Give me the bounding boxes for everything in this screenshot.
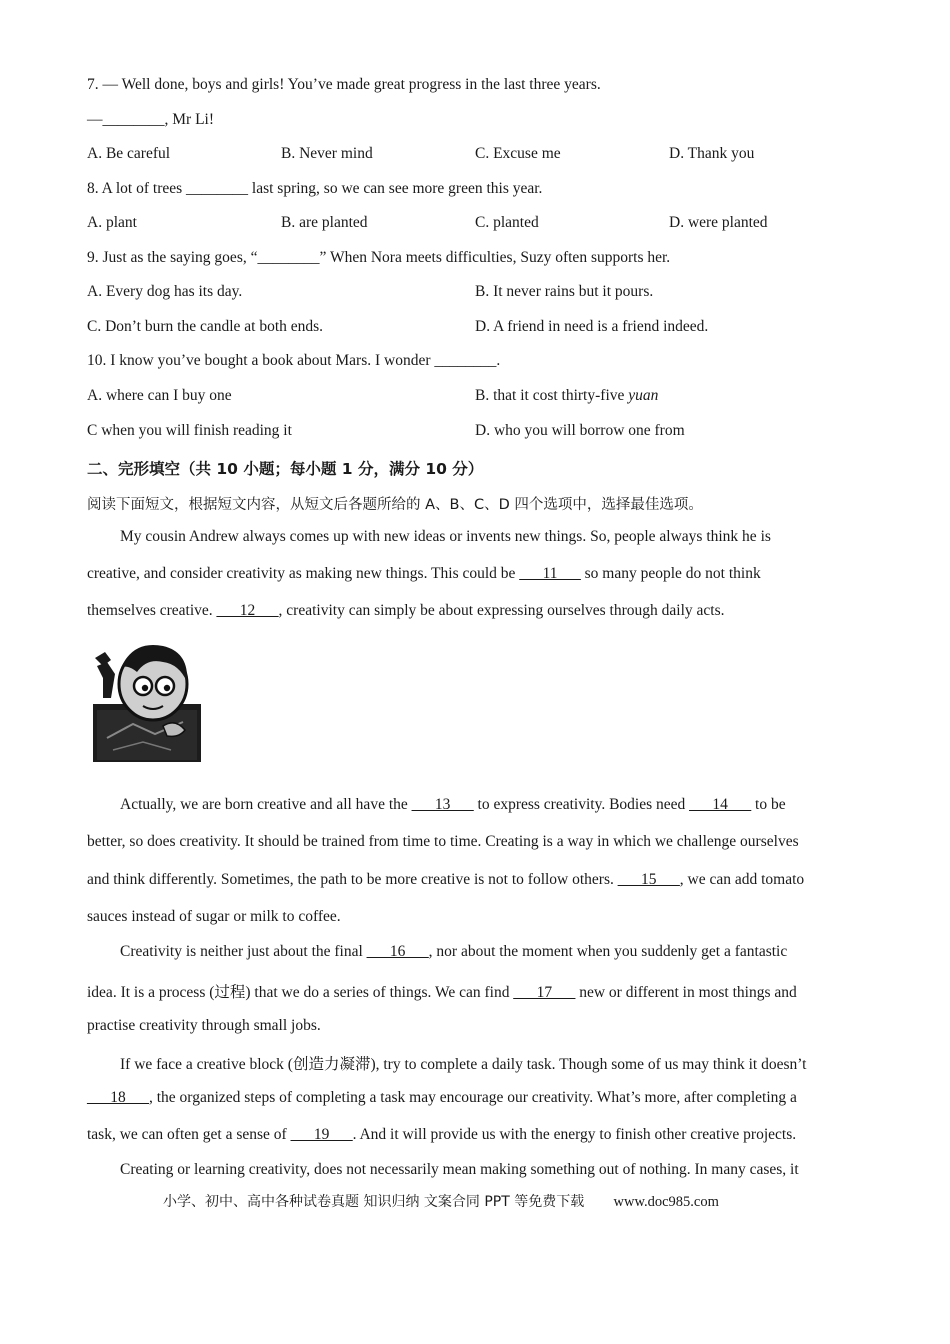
question-7-stem: 7. — Well done, boys and girls! You’ve made great progress in the last three years. [87, 76, 601, 93]
passage-p2-line1: Actually, we are born creative and all have the ___13___ to express creativity. Bodies need ___14___ to be [120, 796, 786, 813]
question-10-option-c: C when you will finish reading it [87, 422, 292, 439]
question-8-option-b: B. are planted [281, 214, 368, 231]
passage-p2-line2: better, so does creativity. It should be trained from time to time. Creating is a way in which we challenge ourselves [87, 833, 799, 850]
blank-13: ___13___ [411, 796, 474, 813]
question-8-option-d: D. were planted [669, 214, 768, 231]
page-footer [163, 1191, 719, 1211]
blank-18: ___18___ [87, 1089, 149, 1106]
question-10-stem: 10. I know you’ve bought a book about Mars. I wonder ________. [87, 352, 501, 369]
passage-p1-line3: themselves creative. ___12___, creativity can simply be about expressing ourselves through daily acts. [87, 602, 725, 619]
question-9-stem: 9. Just as the saying goes, “________” When Nora meets difficulties, Suzy often supports her. [87, 249, 671, 266]
passage-p1-line1: My cousin Andrew always comes up with new ideas or invents new things. So, people always think he is [120, 528, 771, 545]
boy-inventor-illustration [93, 638, 205, 764]
section-2-title: 二、完形填空（共 10 小题；每小题 1 分，满分 10 分） [87, 460, 484, 478]
question-8-stem: 8. A lot of trees ________ last spring, so we can see more green this year. [87, 180, 543, 197]
question-9-option-d: D. A friend in need is a friend indeed. [475, 318, 709, 335]
passage-p3-line2: idea. It is a process (过程) that we do a series of things. We can find ___17___ new or different in most things and [87, 984, 797, 1001]
question-10-option-d: D. who you will borrow one from [475, 422, 685, 439]
blank-19: ___19___ [290, 1126, 353, 1143]
passage-p4-line3: task, we can often get a sense of ___19___. And it will provide us with the energy to finish other creative projects. [87, 1126, 797, 1143]
passage-p1-line2: creative, and consider creativity as making new things. This could be ___11___ so many people do not think [87, 565, 761, 582]
question-7-option-a: A. Be careful [87, 145, 171, 162]
question-7-response: —________, Mr Li! [87, 111, 215, 128]
blank-11: ___11___ [519, 565, 581, 582]
question-9-option-b: B. It never rains but it pours. [475, 283, 654, 300]
question-7-option-b: B. Never mind [281, 145, 373, 162]
passage-p4-line2: ___18___, the organized steps of completing a task may encourage our creativity. What’s more, after completing a [87, 1089, 797, 1106]
passage-p3-line3: practise creativity through small jobs. [87, 1017, 321, 1034]
passage-p5-line1: Creating or learning creativity, does not necessarily mean making something out of nothing. In many cases, it [120, 1161, 799, 1178]
question-10-option-a: A. where can I buy one [87, 387, 232, 404]
question-9-option-c: C. Don’t burn the candle at both ends. [87, 318, 324, 335]
section-2-instruction: 阅读下面短文，根据短文内容，从短文后各题所给的 A、B、C、D 四个选项中，选择最佳选项。 [87, 497, 703, 513]
question-8-option-a: A. plant [87, 214, 137, 231]
passage-p2-line4: sauces instead of sugar or milk to coffee. [87, 908, 341, 925]
currency-yuan: yuan [628, 387, 659, 404]
question-8-option-c: C. planted [475, 214, 539, 231]
question-7-option-c: C. Excuse me [475, 145, 561, 162]
passage-p4-line1: If we face a creative block (创造力凝滞), try to complete a daily task. Though some of us may think it doesn’t [120, 1056, 807, 1073]
question-10-option-b: B. that it cost thirty-five yuan [475, 387, 659, 404]
blank-15: ___15___ [617, 871, 680, 888]
blank-12: ___12___ [216, 602, 279, 619]
passage-p3-line1: Creativity is neither just about the final ___16___, nor about the moment when you suddenly get a fantastic [120, 943, 788, 960]
blank-17: ___17___ [513, 984, 576, 1001]
footer-text: 小学、初中、高中各种试卷真题 知识归纳 文案合同 PPT 等免费下载 [163, 1194, 585, 1210]
passage-p2-line3: and think differently. Sometimes, the path to be more creative is not to follow others. ___15___, we can add tomato [87, 871, 805, 888]
question-9-option-a: A. Every dog has its day. [87, 283, 243, 300]
blank-16: ___16___ [366, 943, 429, 960]
question-7-option-d: D. Thank you [669, 145, 755, 162]
blank-14: ___14___ [689, 796, 752, 813]
footer-url-link[interactable]: www.doc985.com [613, 1194, 719, 1210]
